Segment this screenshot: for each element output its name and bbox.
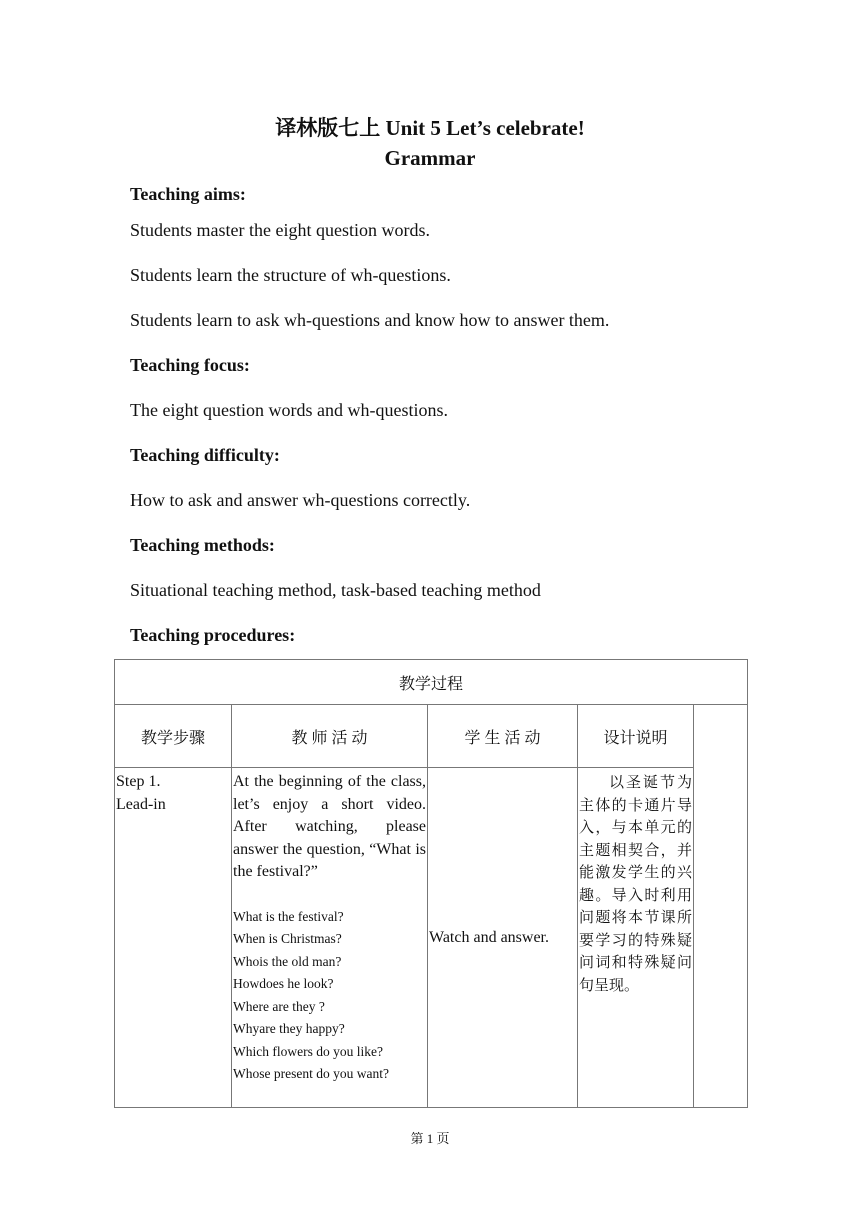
section-heading-difficulty: Teaching difficulty: — [130, 445, 280, 465]
section-heading-methods: Teaching methods: — [130, 535, 275, 555]
list-item: What is the festival? — [233, 908, 344, 924]
list-item: Whose present do you want? — [233, 1066, 389, 1081]
list-item: When is Christmas? — [233, 931, 342, 946]
document-title: 译林版七上 Unit 5 Let’s celebrate! — [275, 116, 585, 140]
design-note-cell — [578, 768, 694, 1108]
procedures-table — [114, 659, 748, 1108]
teacher-activity-cell — [232, 768, 428, 1108]
section-heading-focus: Teaching focus: — [130, 355, 250, 375]
blank-cell — [694, 705, 748, 1108]
col-header-student: 学 生 活 动 — [428, 705, 578, 768]
table-header-row — [115, 705, 748, 768]
section-heading-procedures: Teaching procedures: — [130, 625, 296, 645]
list-item: Whyare they happy? — [233, 1021, 345, 1036]
aims-line-1: Students master the eight question words. — [130, 220, 430, 240]
student-activity-cell: Watch and answer. — [428, 768, 578, 1108]
design-note-text: 以圣诞节为主体的卡通片导入，与本单元的主题相契合，并能激发学生的兴趣。导入时利用问题将本节课所要学习的特殊疑问词和特殊疑问句呈现。 — [579, 773, 692, 994]
methods-line: Situational teaching method, task-based teaching method — [130, 580, 541, 600]
aims-line-2: Students learn the structure of wh-questions. — [130, 265, 451, 285]
page-number-footer: 第 1 页 — [410, 1131, 450, 1146]
step-name: Lead-in — [116, 795, 166, 813]
col-header-step: 教学步骤 — [115, 705, 232, 768]
aims-line-3: Students learn to ask wh-questions and know how to answer them. — [130, 310, 610, 330]
list-item: Which flowers do you like? — [233, 1043, 383, 1059]
list-item: Whois the old man? — [233, 953, 342, 969]
question-list — [233, 906, 426, 1086]
document-subtitle: Grammar — [384, 146, 476, 170]
difficulty-line: How to ask and answer wh-questions correctly. — [130, 490, 471, 510]
section-heading-aims: Teaching aims: — [130, 184, 246, 204]
focus-line: The eight question words and wh-questions. — [130, 400, 448, 420]
list-item: Where are they ? — [233, 998, 325, 1014]
step-number: Step 1. — [116, 773, 161, 790]
table-row — [115, 768, 748, 1108]
col-header-teacher: 教 师 活 动 — [232, 705, 428, 768]
list-item: Howdoes he look? — [233, 976, 334, 991]
table-caption: 教学过程 — [115, 660, 748, 705]
col-header-notes: 设计说明 — [578, 705, 694, 768]
step-cell — [115, 768, 232, 1108]
teacher-activity-text: At the beginning of the class, let’s enjoy a short video. After watching, please answer the question, “What is the festival?” — [233, 773, 426, 880]
